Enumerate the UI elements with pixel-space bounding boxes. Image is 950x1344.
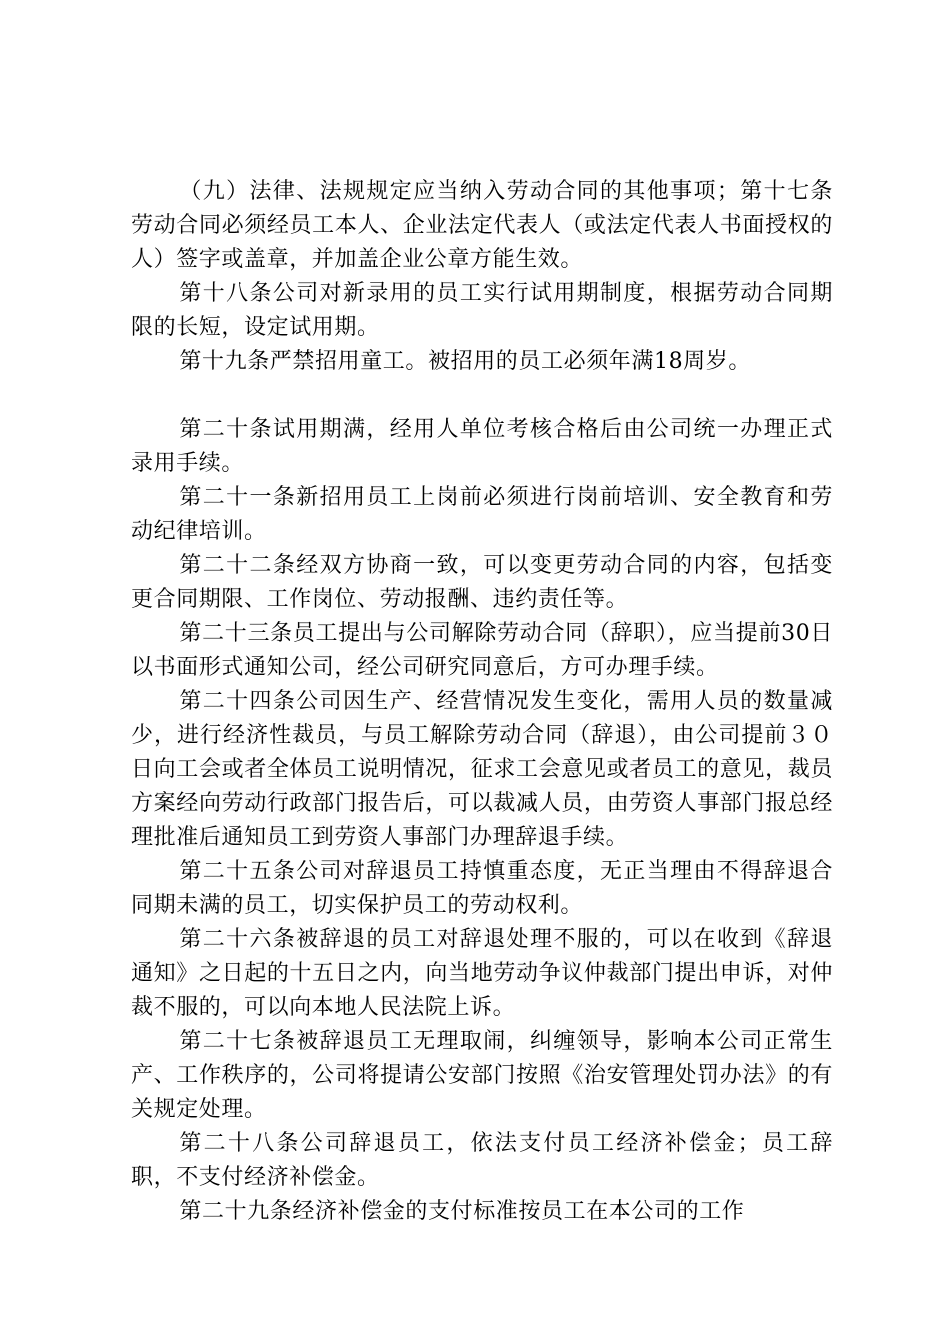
paragraph-article-25: 第二十五条公司对辞退员工持慎重态度，无正当理由不得辞退合同期未满的员工，切实保护员工的劳动权利。 — [131, 859, 833, 918]
paragraph-article-20: 第二十条试用期满，经用人单位考核合格后由公司统一办理正式录用手续。 — [131, 417, 833, 476]
paragraph-article-29: 第二十九条经济补偿金的支付标准按员工在本公司的工作 — [179, 1199, 745, 1224]
paragraph-article-28: 第二十八条公司辞退员工，依法支付员工经济补偿金；员工辞职，不支付经济补偿金。 — [131, 1131, 833, 1190]
paragraph-article-21: 第二十一条新招用员工上岗前必须进行岗前培训、安全教育和劳动纪律培训。 — [131, 485, 833, 544]
document-body — [131, 175, 833, 1229]
paragraph-article-23: 第二十三条员工提出与公司解除劳动合同（辞职），应当提前30日以书面形式通知公司，经公司研究同意后，方可办理手续。 — [131, 621, 833, 680]
paragraph-item-nine-article-17: （九）法律、法规规定应当纳入劳动合同的其他事项；第十七条劳动合同必须经员工本人、企业法定代表人（或法定代表人书面授权的人）签字或盖章，并加盖企业公章方能生效。 — [131, 179, 833, 272]
paragraph-article-24: 第二十四条公司因生产、经营情况发生变化，需用人员的数量减少，进行经济性裁员，与员工解除劳动合同（辞退），由公司提前３０日向工会或者全体员工说明情况，征求工会意见或者员工的意见，裁员方案经向劳动行政部门报告后，可以裁减人员，由劳资人事部门报总经理批准后通知员工到劳资人事部门办理辞退手续。 — [131, 689, 833, 850]
paragraph-article-19: 第十九条严禁招用童工。被招用的员工必须年满18周岁。 — [179, 349, 751, 374]
paragraph-article-18: 第十八条公司对新录用的员工实行试用期制度，根据劳动合同期限的长短，设定试用期。 — [131, 281, 833, 340]
paragraph-article-27: 第二十七条被辞退员工无理取闹，纠缠领导，影响本公司正常生产、工作秩序的，公司将提请公安部门按照《治安管理处罚办法》的有关规定处理。 — [131, 1029, 833, 1122]
paragraph-article-22: 第二十二条经双方协商一致，可以变更劳动合同的内容，包括变更合同期限、工作岗位、劳动报酬、违约责任等。 — [131, 553, 833, 612]
paragraph-article-26: 第二十六条被辞退的员工对辞退处理不服的，可以在收到《辞退通知》之日起的十五日之内，向当地劳动争议仲裁部门提出申诉，对仲裁不服的，可以向本地人民法院上诉。 — [131, 927, 833, 1020]
